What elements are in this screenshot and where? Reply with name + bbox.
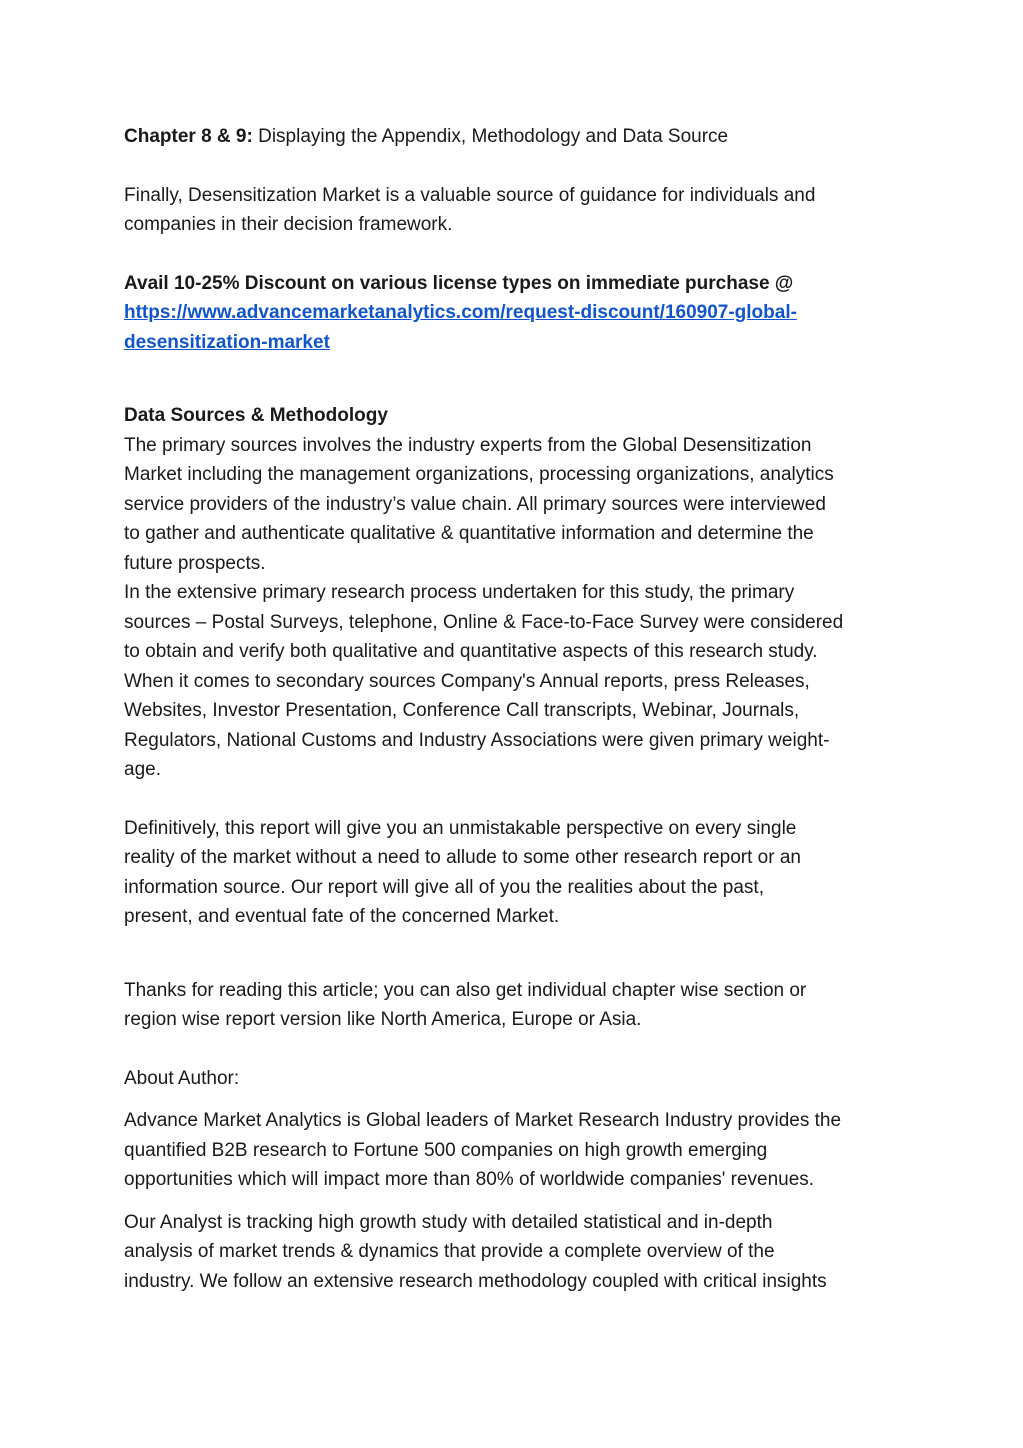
discount-text: Avail 10-25% Discount on various license types on immediate purchase @: [124, 272, 794, 294]
methodology-section: [124, 401, 904, 785]
about-heading: About Author:: [124, 1067, 240, 1089]
analyst-paragraph: Our Analyst is tracking high growth study with detailed statistical and in-depth analysis of market trends & dynamics that provide a complete overview of the industry. We follow an extensive research methodology coupled with critical insights: [124, 1211, 827, 1292]
discount-link[interactable]: https://www.advancemarketanalytics.com/request-discount/160907-global- desensitization-market: [124, 302, 797, 353]
chapter-text: Displaying the Appendix, Methodology and Data Source: [252, 126, 729, 147]
chapter-line: [124, 122, 904, 152]
definitively-paragraph: Definitively, this report will give you an unmistakable perspective on every single reality of the market without a need to allude to some other research report or an information source. Our report will give all of you the realities about the past, present, and eventual fate of the concerned Market.: [124, 817, 801, 927]
intro-paragraph: Finally, Desensitization Market is a valuable source of guidance for individuals and companies in their decision framework.: [124, 184, 816, 235]
methodology-heading: Data Sources & Methodology: [124, 405, 388, 426]
chapter-label: Chapter 8 & 9:: [124, 126, 253, 147]
document-page: [124, 122, 904, 1296]
methodology-body: The primary sources involves the industry experts from the Global Desensitization Market including the management organizations, processing organizations, analytics service providers of the industry’s value chain. All primary sources were interviewed to gather and authenticate qualitative & quantitative information and determine the future prospects. In the extensive primary research process undertaken for this study, the primary sources – Postal Surveys, telephone, Online & Face-to-Face Survey were considered to obtain and verify both qualitative and quantitative aspects of this research study. When it comes to secondary sources Company's Annual reports, press Releases, Websites, Investor Presentation, Conference Call transcripts, Webinar, Journals, Regulators, National Customs and Industry Associations were given primary weight- age.: [124, 434, 844, 780]
thanks-paragraph: Thanks for reading this article; you can also get individual chapter wise section or region wise report version like North America, Europe or Asia.: [124, 979, 807, 1030]
discount-block: [124, 269, 904, 358]
about-body: Advance Market Analytics is Global leaders of Market Research Industry provides the quantified B2B research to Fortune 500 companies on high growth emerging opportunities which will impact more than 80% of worldwide companies' revenues.: [124, 1110, 842, 1190]
